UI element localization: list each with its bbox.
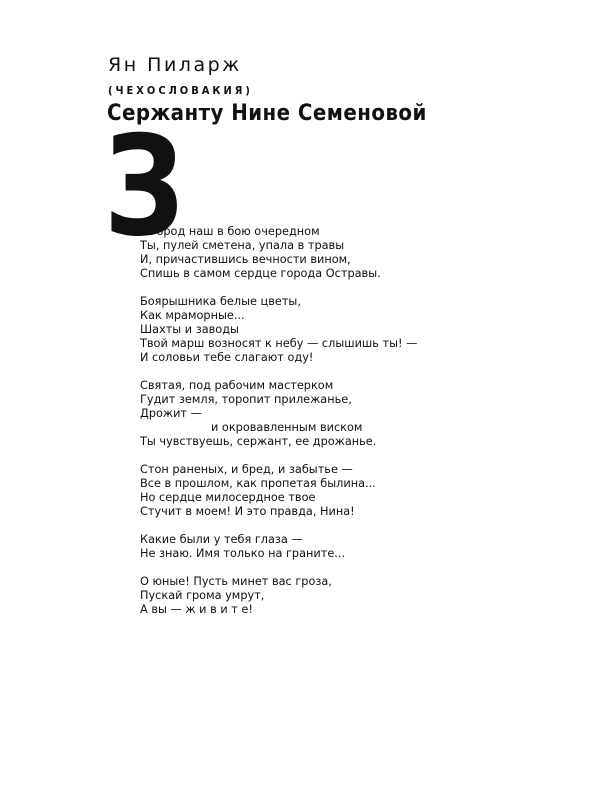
stanza: [140, 379, 580, 449]
poem-body: [140, 225, 580, 631]
poem-line: Шахты и заводы: [140, 323, 239, 336]
poem-line: а город наш в бою очередном: [140, 225, 320, 238]
poem-line: Но сердце милосердное твое: [140, 491, 316, 504]
stanza: [140, 295, 580, 365]
poem-line: Как мраморные...: [140, 309, 245, 322]
poem-line: Какие были у тебя глаза —: [140, 533, 303, 546]
poem-line: Твой марш возносят к небу — слышишь ты! —: [140, 337, 418, 350]
stanza: [140, 575, 580, 617]
poem-title: Сержанту Нине Семеновой: [107, 101, 427, 126]
poem-line: Все в прошлом, как пропетая былина...: [140, 477, 376, 490]
poem-line: Стон раненых, и бред, и забытье —: [140, 463, 353, 476]
poem-line: Гудит земля, торопит прилежанье,: [140, 393, 352, 406]
poem-line: Ты чувствуешь, сержант, ее дрожанье.: [140, 435, 377, 448]
poem-line: А вы — ж и в и т е!: [140, 603, 253, 616]
stanza: [140, 463, 580, 519]
poem-line: И соловьи тебе слагают оду!: [140, 351, 314, 364]
author-name: Ян Пиларж: [108, 54, 242, 76]
poem-line: Стучит в моем! И это правда, Нина!: [140, 505, 355, 518]
country-label: (ЧЕХОСЛОВАКИЯ): [108, 84, 253, 97]
poem-line: Пускай грома умрут,: [140, 589, 265, 602]
poem-line: Святая, под рабочим мастерком: [140, 379, 334, 392]
poem-line: Не знаю. Имя только на граните...: [140, 547, 346, 560]
poem-line: Ты, пулей сметена, упала в травы: [140, 239, 345, 252]
poem-line: О юные! Пусть минет вас гроза,: [140, 575, 332, 588]
poem-line: Дрожит —: [140, 407, 202, 420]
poem-line: И, причастившись вечности вином,: [140, 253, 351, 266]
stanza: [140, 225, 580, 281]
drop-cap: З: [104, 106, 185, 267]
stanza: [140, 533, 580, 561]
poem-line: Спишь в самом сердце города Остравы.: [140, 267, 381, 280]
poem-line: и окровавленным виском: [211, 421, 363, 434]
poem-line: Боярышника белые цветы,: [140, 295, 301, 308]
